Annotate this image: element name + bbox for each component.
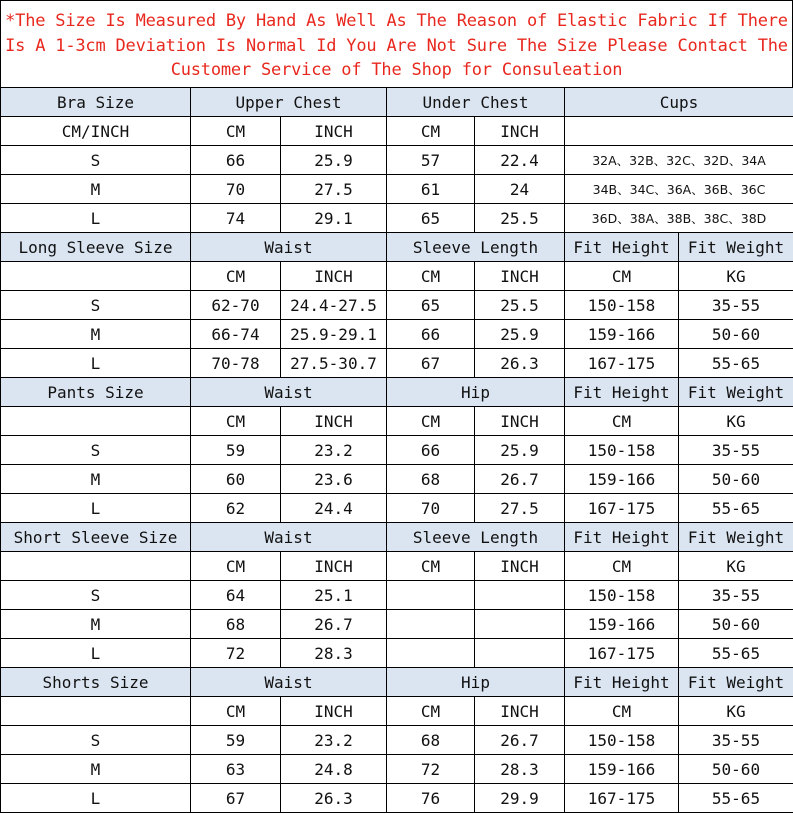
bra-header-cell: Upper Chest [191,88,387,117]
long-sleeve-cell: 70-78 [191,349,281,378]
shorts-cell: 23.2 [281,726,387,755]
shorts-cell: 72 [387,755,475,784]
long-sleeve-cell: S [1,291,191,320]
table-row [1,755,793,784]
bra-unit-cell [565,117,793,146]
bra-cell: 65 [387,204,475,233]
pants-header-cell: Pants Size [1,378,191,407]
pants-cell: 24.4 [281,494,387,523]
short-sleeve-units-row [1,552,793,581]
long-sleeve-cell: 35-55 [679,291,793,320]
pants-header-cell: Fit Weight [679,378,793,407]
short-sleeve-cell: 55-65 [679,639,793,668]
short-sleeve-cell [475,610,565,639]
shorts-cell: 26.7 [475,726,565,755]
shorts-cell: 159-166 [565,755,679,784]
short-sleeve-header-row [1,523,793,552]
bra-cell: 70 [191,175,281,204]
table-row [1,465,793,494]
table-row [1,784,793,813]
long-sleeve-cell: 25.9 [475,320,565,349]
bra-unit-cell: INCH [281,117,387,146]
table-row [1,726,793,755]
short-sleeve-unit-cell: INCH [281,552,387,581]
table-row [1,610,793,639]
short-sleeve-cell: L [1,639,191,668]
long-sleeve-header-cell: Sleeve Length [387,233,565,262]
short-sleeve-unit-cell: CM [387,552,475,581]
bra-unit-cell: INCH [475,117,565,146]
shorts-cell: 28.3 [475,755,565,784]
short-sleeve-cell: 68 [191,610,281,639]
shorts-cell: 55-65 [679,784,793,813]
short-sleeve-cell: 167-175 [565,639,679,668]
pants-cell: 150-158 [565,436,679,465]
pants-unit-cell: CM [191,407,281,436]
bra-cell: 32A、32B、32C、32D、34A [565,146,793,175]
short-sleeve-cell: S [1,581,191,610]
short-sleeve-cell: 26.7 [281,610,387,639]
short-sleeve-header-cell: Waist [191,523,387,552]
shorts-header-cell: Fit Weight [679,668,793,697]
pants-cell: 66 [387,436,475,465]
short-sleeve-cell: M [1,610,191,639]
short-sleeve-unit-cell: KG [679,552,793,581]
notice-line-1: *The Size Is Measured By Hand As Well As The Reason of Elastic Fabric If There [5,11,788,31]
short-sleeve-cell [475,639,565,668]
long-sleeve-cell: 66-74 [191,320,281,349]
pants-cell: L [1,494,191,523]
pants-cell: 27.5 [475,494,565,523]
short-sleeve-unit-cell [1,552,191,581]
pants-cell: 159-166 [565,465,679,494]
bra-cell: M [1,175,191,204]
pants-cell: 167-175 [565,494,679,523]
long-sleeve-cell: 67 [387,349,475,378]
long-sleeve-unit-cell: KG [679,262,793,291]
shorts-cell: S [1,726,191,755]
pants-cell: 25.9 [475,436,565,465]
shorts-cell: 26.3 [281,784,387,813]
short-sleeve-cell: 50-60 [679,610,793,639]
bra-cell: 36D、38A、38B、38C、38D [565,204,793,233]
long-sleeve-unit-cell: CM [191,262,281,291]
shorts-cell: 150-158 [565,726,679,755]
pants-cell: M [1,465,191,494]
pants-header-cell: Fit Height [565,378,679,407]
shorts-cell: 67 [191,784,281,813]
bra-header-row [1,88,793,117]
short-sleeve-cell: 159-166 [565,610,679,639]
short-sleeve-cell: 35-55 [679,581,793,610]
long-sleeve-cell: 27.5-30.7 [281,349,387,378]
long-sleeve-cell: 150-158 [565,291,679,320]
bra-units-row [1,117,793,146]
pants-cell: 26.7 [475,465,565,494]
long-sleeve-unit-cell: INCH [475,262,565,291]
pants-header-cell: Waist [191,378,387,407]
shorts-cell: M [1,755,191,784]
pants-unit-cell [1,407,191,436]
shorts-header-cell: Hip [387,668,565,697]
long-sleeve-header-cell: Waist [191,233,387,262]
long-sleeve-unit-cell: CM [565,262,679,291]
short-sleeve-header-cell: Fit Weight [679,523,793,552]
table-row [1,494,793,523]
table-row [1,581,793,610]
shorts-header-row [1,668,793,697]
bra-unit-cell: CM/INCH [1,117,191,146]
short-sleeve-cell: 150-158 [565,581,679,610]
long-sleeve-unit-cell: INCH [281,262,387,291]
bra-header-cell: Cups [565,88,793,117]
table-row [1,146,793,175]
short-sleeve-header-cell: Short Sleeve Size [1,523,191,552]
pants-unit-cell: KG [679,407,793,436]
long-sleeve-cell: 66 [387,320,475,349]
short-sleeve-cell [387,610,475,639]
long-sleeve-header-row [1,233,793,262]
bra-cell: 25.9 [281,146,387,175]
short-sleeve-cell: 64 [191,581,281,610]
notice-line-2: Is A 1-3cm Deviation Is Normal Id You Are Not Sure The Size Please Contact The [5,35,788,56]
bra-cell: 61 [387,175,475,204]
shorts-units-row [1,697,793,726]
pants-unit-cell: INCH [475,407,565,436]
short-sleeve-cell: 28.3 [281,639,387,668]
long-sleeve-cell: 50-60 [679,320,793,349]
short-sleeve-unit-cell: CM [191,552,281,581]
shorts-unit-cell: KG [679,697,793,726]
pants-cell: 59 [191,436,281,465]
pants-cell: 70 [387,494,475,523]
size-notice [0,0,793,87]
shorts-cell: 50-60 [679,755,793,784]
shorts-unit-cell [1,697,191,726]
short-sleeve-cell [387,639,475,668]
long-sleeve-cell: 25.9-29.1 [281,320,387,349]
shorts-unit-cell: CM [191,697,281,726]
bra-cell: 34B、34C、36A、36B、36C [565,175,793,204]
pants-unit-cell: CM [565,407,679,436]
pants-cell: 35-55 [679,436,793,465]
bra-cell: L [1,204,191,233]
pants-cell: S [1,436,191,465]
pants-cell: 68 [387,465,475,494]
pants-cell: 60 [191,465,281,494]
long-sleeve-header-cell: Fit Height [565,233,679,262]
long-sleeve-cell: 26.3 [475,349,565,378]
notice-line-3: Customer Service of The Shop for Consuleation [170,60,623,80]
pants-cell: 23.2 [281,436,387,465]
bra-header-cell: Under Chest [387,88,565,117]
shorts-cell: 35-55 [679,726,793,755]
long-sleeve-header-cell: Long Sleeve Size [1,233,191,262]
shorts-unit-cell: CM [387,697,475,726]
shorts-unit-cell: CM [565,697,679,726]
shorts-header-cell: Waist [191,668,387,697]
pants-cell: 23.6 [281,465,387,494]
short-sleeve-unit-cell: INCH [475,552,565,581]
pants-header-cell: Hip [387,378,565,407]
pants-unit-cell: CM [387,407,475,436]
table-row [1,436,793,465]
pants-cell: 55-65 [679,494,793,523]
pants-header-row [1,378,793,407]
shorts-cell: 76 [387,784,475,813]
table-row [1,175,793,204]
pants-cell: 50-60 [679,465,793,494]
short-sleeve-cell: 25.1 [281,581,387,610]
shorts-header-cell: Fit Height [565,668,679,697]
short-sleeve-header-cell: Sleeve Length [387,523,565,552]
long-sleeve-cell: 65 [387,291,475,320]
long-sleeve-unit-cell [1,262,191,291]
short-sleeve-unit-cell: CM [565,552,679,581]
long-sleeve-cell: 62-70 [191,291,281,320]
shorts-cell: L [1,784,191,813]
bra-cell: S [1,146,191,175]
bra-cell: 74 [191,204,281,233]
long-sleeve-cell: 55-65 [679,349,793,378]
shorts-unit-cell: INCH [281,697,387,726]
bra-unit-cell: CM [191,117,281,146]
bra-cell: 22.4 [475,146,565,175]
long-sleeve-header-cell: Fit Weight [679,233,793,262]
table-row [1,639,793,668]
short-sleeve-header-cell: Fit Height [565,523,679,552]
table-row [1,204,793,233]
bra-cell: 57 [387,146,475,175]
long-sleeve-units-row [1,262,793,291]
shorts-unit-cell: INCH [475,697,565,726]
short-sleeve-cell: 72 [191,639,281,668]
bra-cell: 25.5 [475,204,565,233]
short-sleeve-cell [475,581,565,610]
long-sleeve-unit-cell: CM [387,262,475,291]
bra-cell: 66 [191,146,281,175]
bra-unit-cell: CM [387,117,475,146]
long-sleeve-cell: 25.5 [475,291,565,320]
long-sleeve-cell: L [1,349,191,378]
size-chart-table [0,87,793,813]
pants-unit-cell: INCH [281,407,387,436]
shorts-cell: 24.8 [281,755,387,784]
shorts-cell: 63 [191,755,281,784]
pants-cell: 62 [191,494,281,523]
long-sleeve-cell: 167-175 [565,349,679,378]
short-sleeve-cell [387,581,475,610]
bra-cell: 29.1 [281,204,387,233]
shorts-cell: 68 [387,726,475,755]
table-row [1,291,793,320]
shorts-header-cell: Shorts Size [1,668,191,697]
shorts-cell: 59 [191,726,281,755]
long-sleeve-cell: 159-166 [565,320,679,349]
bra-cell: 24 [475,175,565,204]
table-row [1,349,793,378]
table-row [1,320,793,349]
long-sleeve-cell: 24.4-27.5 [281,291,387,320]
shorts-cell: 167-175 [565,784,679,813]
pants-units-row [1,407,793,436]
bra-cell: 27.5 [281,175,387,204]
shorts-cell: 29.9 [475,784,565,813]
bra-header-cell: Bra Size [1,88,191,117]
long-sleeve-cell: M [1,320,191,349]
